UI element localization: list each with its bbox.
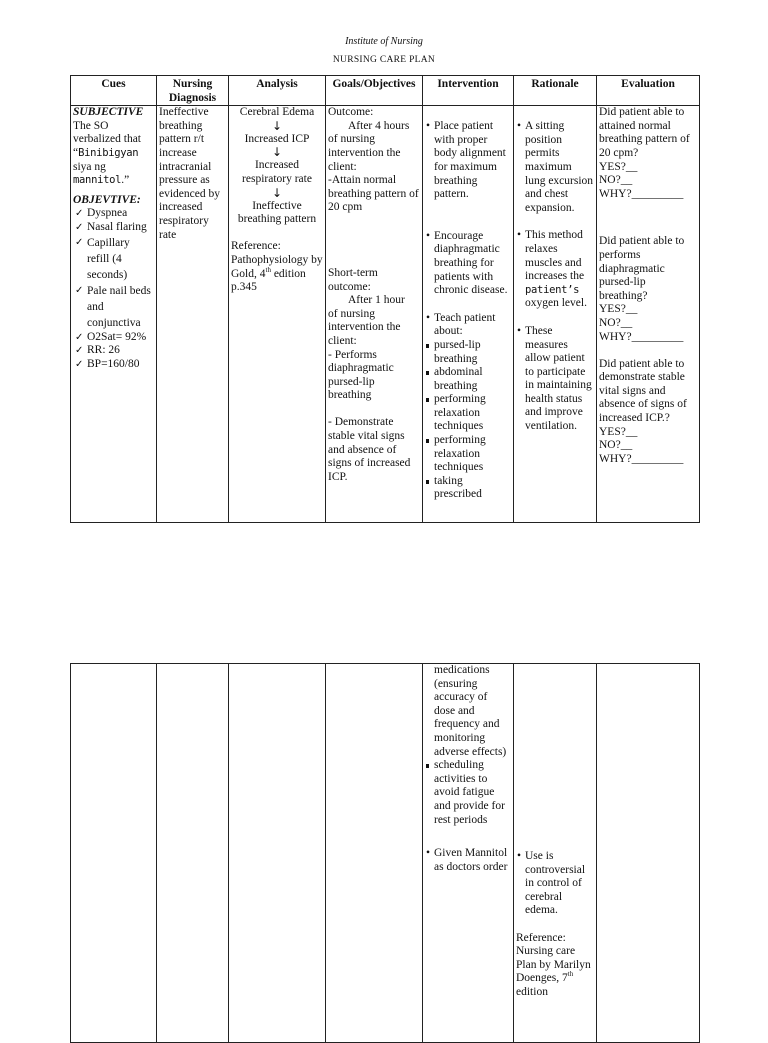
rationale-cell-continued — [514, 664, 597, 1043]
analysis-step: Increased respiratory rate — [242, 159, 312, 185]
evaluation-question: Did patient able to attained normal breathing pattern of 20 cpm? — [599, 106, 690, 159]
intervention-item: • Teach patient about: — [425, 312, 511, 339]
objective-item: ✓ Nasal flaring — [73, 221, 154, 235]
objective-item: ✓ O2Sat= 92% — [73, 331, 154, 345]
short-term-intro: After 1 hour — [348, 294, 405, 307]
diagnosis-cell — [157, 106, 229, 523]
evaluation-why: WHY?_________ — [599, 452, 684, 465]
diagnosis-cell-continued — [157, 664, 229, 1043]
short-term-goal-1: - Performs diaphragmatic pursed-lip breathing — [328, 348, 394, 402]
intervention-item: • Given Mannitol as doctors order — [425, 847, 511, 874]
down-arrow-icon: ↓ — [271, 145, 283, 160]
subjective-label: SUBJECTIVE — [73, 106, 144, 119]
subjective-quote-3: mannitol.” — [73, 174, 130, 187]
teach-item: abdominal breathing — [425, 366, 511, 393]
objective-item: ✓ Dyspnea — [73, 207, 154, 221]
rationale-reference-label: Reference: — [516, 931, 566, 944]
evaluation-no: NO?__ — [599, 174, 633, 187]
column-header-evaluation: Evaluation — [597, 76, 700, 106]
analysis-step: Cerebral Edema — [239, 106, 315, 119]
teach-item: performing relaxation techniques — [425, 393, 511, 434]
teach-item: pursed-lip breathing — [425, 339, 511, 366]
short-term-text: of nursing intervention the client: — [328, 307, 401, 347]
outcome-goal: -Attain normal breathing pattern of 20 cpm — [328, 174, 419, 214]
teach-list — [425, 339, 511, 502]
rationale-item: • Use is controversial in control of cerebral edema. — [516, 850, 594, 918]
down-arrow-icon: ↓ — [271, 118, 283, 133]
intervention-cell — [423, 106, 514, 523]
objective-label: OBJEVTIVE: — [73, 193, 141, 206]
objective-item: ✓ Pale nail beds and conjunctiva — [73, 283, 154, 331]
outcome-intro: After 4 hours — [348, 119, 410, 132]
evaluation-cell-continued — [597, 664, 700, 1043]
column-header-intervention: Intervention — [423, 76, 514, 106]
analysis-reference: Pathophysiology by Gold, 4th edition p.345 — [231, 253, 323, 294]
goals-cell-continued — [326, 664, 423, 1043]
analysis-cell-continued — [229, 664, 326, 1043]
cues-cell — [71, 106, 157, 523]
evaluation-no: NO?__ — [599, 439, 633, 452]
intervention-item: • Encourage diaphragmatic breathing for patients with chronic disease. — [425, 230, 511, 298]
subjective-text-2: verbalized that — [73, 133, 142, 146]
objective-item: ✓ RR: 26 — [73, 344, 154, 358]
care-plan-row — [71, 106, 700, 523]
objective-item: ✓ BP=160/80 — [73, 358, 154, 372]
down-arrow-icon: ↓ — [271, 185, 283, 200]
care-plan-table-page-1 — [70, 75, 700, 523]
evaluation-yes: YES?__ — [599, 160, 638, 173]
objective-list — [73, 207, 154, 371]
care-plan-row-continued — [71, 664, 700, 1043]
rationale-cell — [514, 106, 597, 523]
short-term-label: Short-term outcome: — [328, 266, 378, 293]
evaluation-cell — [597, 106, 700, 523]
goals-cell — [326, 106, 423, 523]
outcome-label: Outcome: — [328, 106, 374, 119]
evaluation-question: Did patient able to performs diaphragmatic pursed-lip breathing? — [599, 235, 685, 302]
document-title: NURSING CARE PLAN — [332, 55, 436, 65]
rationale-item: • These measures allow patient to participate in maintaining health status and improve ventilation. — [516, 325, 594, 434]
cues-cell-continued — [71, 664, 157, 1043]
header-row — [71, 76, 700, 106]
column-header-rationale: Rationale — [514, 76, 597, 106]
column-header-diagnosis: Nursing Diagnosis — [157, 76, 229, 106]
analysis-cell — [229, 106, 326, 523]
institute-name: Institute of Nursing — [345, 36, 423, 47]
subjective-quote-2: siya ng — [73, 160, 106, 173]
rationale-item: • This method relaxes muscles and increases the patient’s oxygen level. — [516, 229, 594, 311]
subjective-quote-1: “Binibigyan — [73, 146, 139, 159]
teach-item: scheduling activities to avoid fatigue and provide for rest periods — [425, 759, 511, 827]
evaluation-yes: YES?__ — [599, 303, 638, 316]
evaluation-no: NO?__ — [599, 316, 633, 329]
rationale-item: • A sitting position permits maximum lung excursion and chest expansion. — [516, 120, 594, 215]
care-plan-table-page-2 — [70, 663, 700, 1043]
column-header-goals: Goals/Objectives — [326, 76, 423, 106]
evaluation-why: WHY?_________ — [599, 330, 684, 343]
column-header-analysis: Analysis — [229, 76, 326, 106]
outcome-text: of nursing intervention the client: — [328, 133, 401, 173]
analysis-reference-label: Reference: — [231, 240, 281, 253]
teach-item: performing relaxation techniques — [425, 434, 511, 475]
analysis-step: Increased ICP — [244, 132, 310, 145]
evaluation-question: Did patient able to demonstrate stable vital signs and absence of signs of increased ICP.? — [599, 357, 687, 425]
evaluation-yes: YES?__ — [599, 425, 638, 438]
analysis-step: Ineffective breathing pattern — [237, 199, 317, 226]
teach-list-continued — [425, 759, 511, 827]
intervention-cell-continued — [423, 664, 514, 1043]
diagnosis-text: Ineffective breathing pattern r/t increase intracranial pressure as evidenced by increased respiratory rate — [159, 106, 220, 241]
objective-item: ✓ Capillary refill (4 seconds) — [73, 235, 154, 283]
evaluation-why: WHY?_________ — [599, 187, 684, 200]
subjective-text-1: The SO — [73, 119, 109, 132]
rationale-reference: Nursing care Plan by Marilyn Doenges, 7th edition — [516, 945, 591, 998]
teach-item: taking prescribed — [425, 475, 511, 502]
intervention-item: • Place patient with proper body alignment for maximum breathing pattern. — [425, 120, 511, 202]
short-term-goal-2: - Demonstrate stable vital signs and absence of signs of increased ICP. — [328, 416, 411, 483]
column-header-cues: Cues — [71, 76, 157, 106]
intervention-continued-text: medications (ensuring accuracy of dose and frequency and monitoring adverse effects) — [434, 664, 507, 758]
